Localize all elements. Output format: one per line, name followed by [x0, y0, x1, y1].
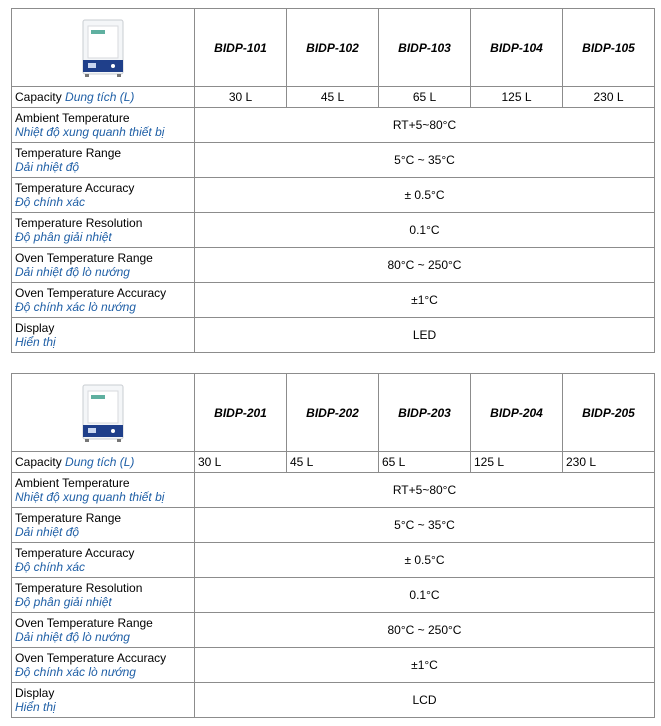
spec-row: [12, 318, 655, 353]
spec-label-vi: Dải nhiệt độ: [15, 160, 80, 174]
spec-label-en: Display: [15, 321, 55, 335]
spec-label: [12, 248, 195, 283]
capacity-label-vi: Dung tích (L): [65, 455, 135, 469]
spec-label-en: Temperature Range: [15, 146, 122, 160]
spec-label: [12, 473, 195, 508]
spec-row: [12, 108, 655, 143]
model-header-5: BIDP-205: [563, 374, 655, 452]
spec-label: [12, 178, 195, 213]
spec-row: [12, 248, 655, 283]
spec-row: [12, 543, 655, 578]
capacity-value-1: 30 L: [195, 452, 287, 473]
spec-label-vi: Độ chính xác: [15, 560, 86, 574]
capacity-label-vi: Dung tích (L): [65, 90, 135, 104]
spec-row: [12, 213, 655, 248]
model-header-5: BIDP-105: [563, 9, 655, 87]
capacity-value-1: 30 L: [195, 87, 287, 108]
spec-label-vi: Dải nhiệt độ lò nướng: [15, 630, 130, 644]
spec-value: ±1°C: [195, 648, 655, 683]
spec-label-vi: Độ chính xác lò nướng: [15, 300, 136, 314]
capacity-label: [12, 452, 195, 473]
spec-label-en: Display: [15, 686, 55, 700]
spec-label-vi: Nhiệt độ xung quanh thiết bị: [15, 490, 165, 504]
spec-label-vi: Dải nhiệt độ: [15, 525, 80, 539]
capacity-value-4: 125 L: [471, 87, 563, 108]
spec-label: [12, 683, 195, 718]
model-header-4: BIDP-104: [471, 9, 563, 87]
spec-value: 80°C ~ 250°C: [195, 613, 655, 648]
spec-label-en: Temperature Accuracy: [15, 181, 135, 195]
spec-label: [12, 578, 195, 613]
spec-label-vi: Độ phân giải nhiệt: [15, 595, 112, 609]
spec-label-en: Temperature Accuracy: [15, 546, 135, 560]
spec-label: [12, 543, 195, 578]
spec-label-vi: Độ chính xác: [15, 195, 86, 209]
product-image-cell: [12, 9, 195, 87]
capacity-row: [12, 87, 655, 108]
capacity-value-2: 45 L: [287, 87, 379, 108]
spec-label-vi: Dải nhiệt độ lò nướng: [15, 265, 130, 279]
spec-value: 80°C ~ 250°C: [195, 248, 655, 283]
model-header-3: BIDP-103: [379, 9, 471, 87]
capacity-label-en: Capacity: [15, 455, 62, 469]
capacity-value-3: 65 L: [379, 452, 471, 473]
spec-value: LCD: [195, 683, 655, 718]
spec-label-en: Oven Temperature Accuracy: [15, 286, 167, 300]
spec-label-en: Temperature Resolution: [15, 581, 143, 595]
model-header-3: BIDP-203: [379, 374, 471, 452]
capacity-value-3: 65 L: [379, 87, 471, 108]
spec-value: ± 0.5°C: [195, 543, 655, 578]
spec-value: RT+5~80°C: [195, 108, 655, 143]
spec-row: [12, 473, 655, 508]
spec-label-vi: Hiển thị: [15, 700, 56, 714]
capacity-value-4: 125 L: [471, 452, 563, 473]
oven-image: [79, 383, 127, 443]
spec-label-en: Oven Temperature Accuracy: [15, 651, 167, 665]
spec-value: 0.1°C: [195, 213, 655, 248]
spec-label: [12, 613, 195, 648]
spec-label-en: Ambient Temperature: [15, 476, 130, 490]
spec-value: 0.1°C: [195, 578, 655, 613]
capacity-value-5: 230 L: [563, 87, 655, 108]
capacity-label: [12, 87, 195, 108]
capacity-value-2: 45 L: [287, 452, 379, 473]
spec-label: [12, 213, 195, 248]
capacity-value-5: 230 L: [563, 452, 655, 473]
spec-table-2: [11, 373, 655, 718]
spec-row: [12, 178, 655, 213]
spec-row: [12, 508, 655, 543]
spec-label-en: Oven Temperature Range: [15, 251, 153, 265]
spec-label: [12, 143, 195, 178]
capacity-label-en: Capacity: [15, 90, 62, 104]
spec-label: [12, 648, 195, 683]
spec-label-vi: Độ chính xác lò nướng: [15, 665, 136, 679]
spec-row: [12, 283, 655, 318]
spec-value: ± 0.5°C: [195, 178, 655, 213]
spec-value: 5°C ~ 35°C: [195, 508, 655, 543]
product-image-cell: [12, 374, 195, 452]
spec-value: ±1°C: [195, 283, 655, 318]
spec-label-en: Ambient Temperature: [15, 111, 130, 125]
spec-row: [12, 578, 655, 613]
spec-label: [12, 283, 195, 318]
spec-row: [12, 613, 655, 648]
spec-row: [12, 683, 655, 718]
spec-label-en: Temperature Resolution: [15, 216, 143, 230]
model-header-2: BIDP-102: [287, 9, 379, 87]
spec-label-vi: Nhiệt độ xung quanh thiết bị: [15, 125, 165, 139]
header-row: [12, 374, 655, 452]
model-header-2: BIDP-202: [287, 374, 379, 452]
spec-label-en: Oven Temperature Range: [15, 616, 153, 630]
spec-label: [12, 108, 195, 143]
spec-label: [12, 318, 195, 353]
header-row: [12, 9, 655, 87]
model-header-1: BIDP-201: [195, 374, 287, 452]
spec-value: 5°C ~ 35°C: [195, 143, 655, 178]
model-header-1: BIDP-101: [195, 9, 287, 87]
spec-label-vi: Độ phân giải nhiệt: [15, 230, 112, 244]
model-header-4: BIDP-204: [471, 374, 563, 452]
spec-row: [12, 143, 655, 178]
spec-label-en: Temperature Range: [15, 511, 122, 525]
spec-value: RT+5~80°C: [195, 473, 655, 508]
spec-label: [12, 508, 195, 543]
spec-label-vi: Hiển thị: [15, 335, 56, 349]
spec-value: LED: [195, 318, 655, 353]
spec-table-1: [11, 8, 655, 353]
spec-row: [12, 648, 655, 683]
capacity-row: [12, 452, 655, 473]
oven-image: [79, 18, 127, 78]
